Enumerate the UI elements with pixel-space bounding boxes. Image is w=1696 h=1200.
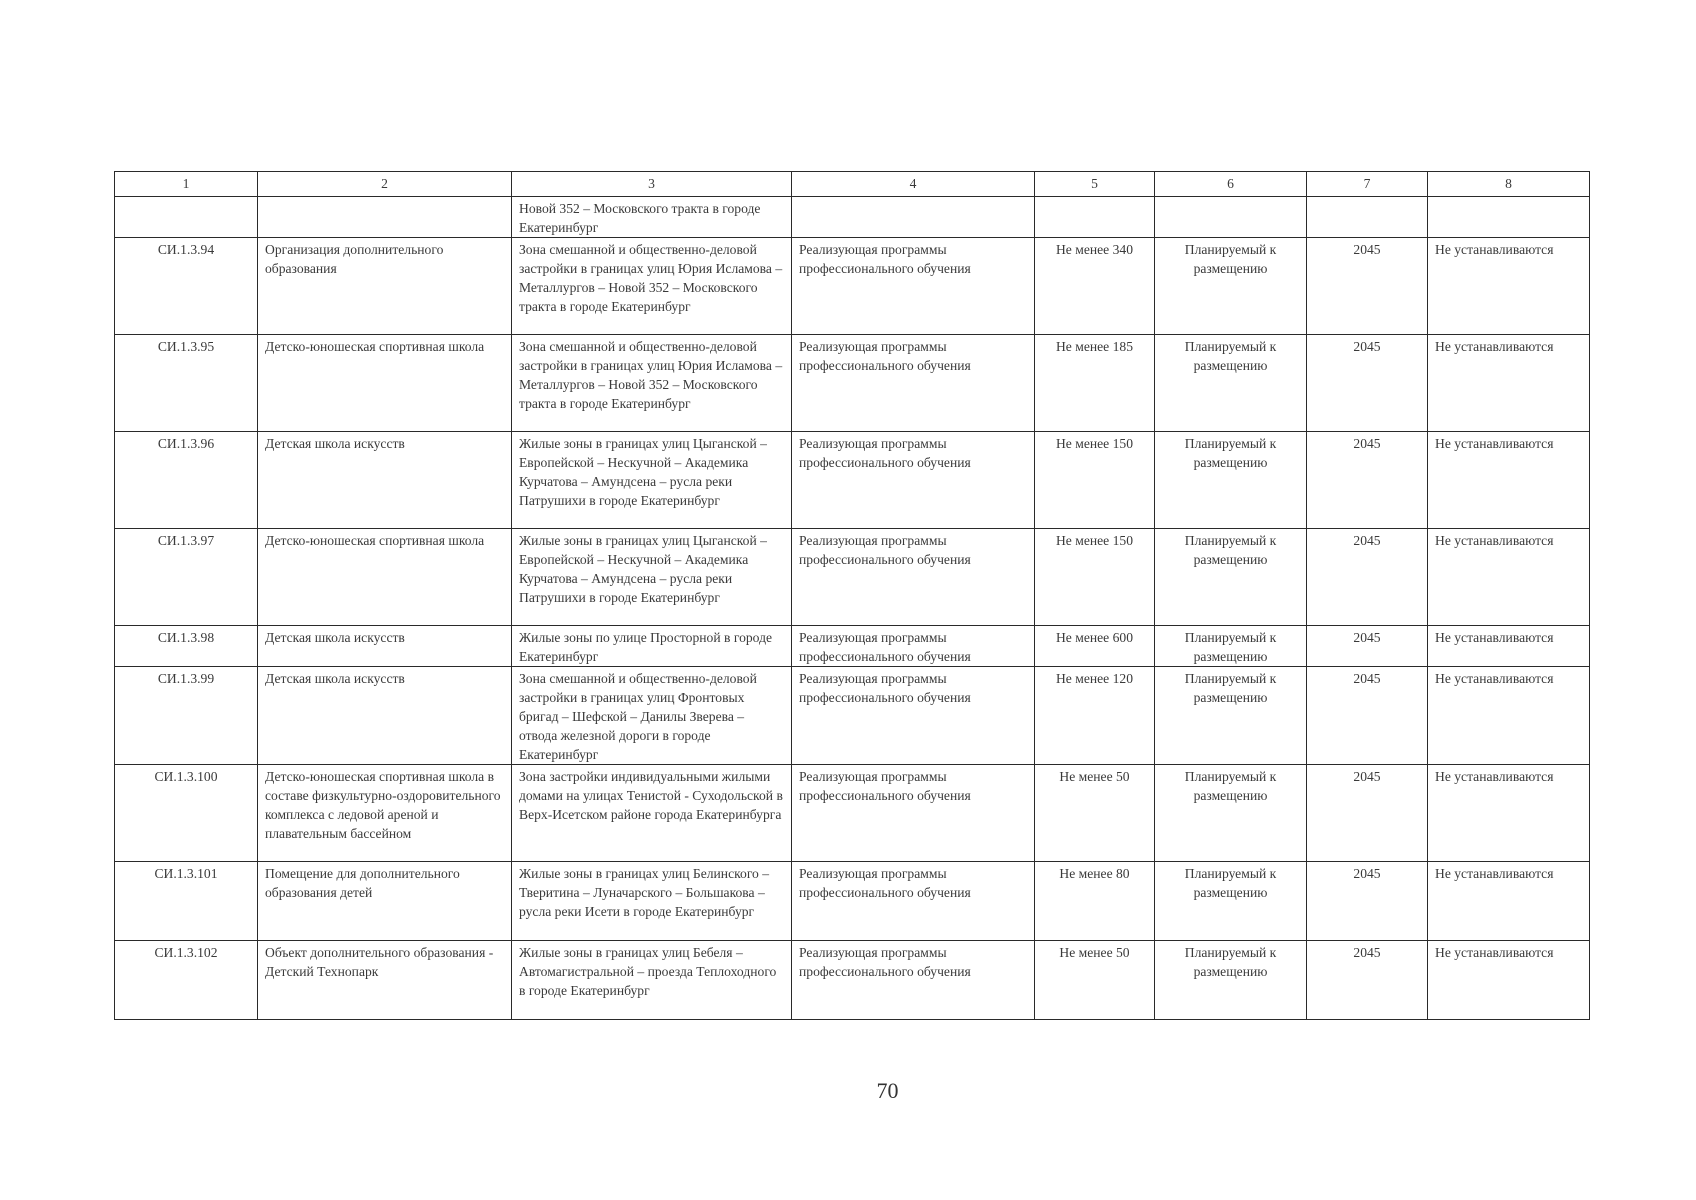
cell-type: Реализующая программы профессионального обучения <box>792 335 1035 432</box>
cell-capacity: Не менее 50 <box>1035 765 1155 862</box>
cell-restriction-zones: Не устанавливаются <box>1428 667 1590 765</box>
cell-capacity: Не менее 150 <box>1035 432 1155 529</box>
cell-year: 2045 <box>1307 529 1428 626</box>
cell-id: СИ.1.3.97 <box>115 529 258 626</box>
cell-restriction-zones: Не устанавливаются <box>1428 432 1590 529</box>
cell-status: Планируемый к размещению <box>1155 529 1307 626</box>
cell-name: Детско-юношеская спортивная школа <box>258 335 512 432</box>
cell-year: 2045 <box>1307 667 1428 765</box>
cell-capacity: Не менее 150 <box>1035 529 1155 626</box>
cell-restriction-zones: Не устанавливаются <box>1428 238 1590 335</box>
column-header: 8 <box>1428 172 1590 197</box>
cell-capacity: Не менее 600 <box>1035 626 1155 667</box>
cell-status: Планируемый к размещению <box>1155 335 1307 432</box>
cell-empty <box>1155 197 1307 238</box>
cell-capacity: Не менее 120 <box>1035 667 1155 765</box>
cell-id: СИ.1.3.95 <box>115 335 258 432</box>
table-row <box>115 765 1590 862</box>
cell-name: Организация дополнительного образования <box>258 238 512 335</box>
cell-status: Планируемый к размещению <box>1155 238 1307 335</box>
cell-capacity: Не менее 185 <box>1035 335 1155 432</box>
cell-type: Реализующая программы профессионального обучения <box>792 626 1035 667</box>
cell-status: Планируемый к размещению <box>1155 667 1307 765</box>
cell-restriction-zones: Не устанавливаются <box>1428 529 1590 626</box>
cell-type: Реализующая программы профессионального обучения <box>792 238 1035 335</box>
cell-empty <box>792 197 1035 238</box>
cell-empty <box>1428 197 1590 238</box>
objects-table <box>114 171 1590 1020</box>
column-header: 2 <box>258 172 512 197</box>
cell-restriction-zones: Не устанавливаются <box>1428 941 1590 1020</box>
cell-status: Планируемый к размещению <box>1155 765 1307 862</box>
cell-zone: Жилые зоны в границах улиц Цыганской – Европейской – Нескучной – Академика Курчатова – Амундсена – русла реки Патрушихи в городе Екатеринбург <box>512 432 792 529</box>
cell-empty <box>115 197 258 238</box>
cell-zone: Жилые зоны по улице Просторной в городе Екатеринбург <box>512 626 792 667</box>
cell-name: Детская школа искусств <box>258 626 512 667</box>
cell-capacity: Не менее 50 <box>1035 941 1155 1020</box>
cell-restriction-zones: Не устанавливаются <box>1428 626 1590 667</box>
cell-id: СИ.1.3.102 <box>115 941 258 1020</box>
cell-empty <box>1307 197 1428 238</box>
cell-year: 2045 <box>1307 626 1428 667</box>
table-row <box>115 667 1590 765</box>
cell-status: Планируемый к размещению <box>1155 862 1307 941</box>
cell-year: 2045 <box>1307 335 1428 432</box>
cell-name: Объект дополнительного образования - Детский Технопарк <box>258 941 512 1020</box>
cell-name: Помещение для дополнительного образования детей <box>258 862 512 941</box>
cell-zone: Зона застройки индивидуальными жилыми домами на улицах Тенистой - Суходольской в Верх-Исетском районе города Екатеринбурга <box>512 765 792 862</box>
cell-type: Реализующая программы профессионального обучения <box>792 765 1035 862</box>
continuation-row <box>115 197 1590 238</box>
cell-zone: Зона смешанной и общественно-деловой застройки в границах улиц Фронтовых бригад – Шефской – Данилы Зверева – отвода железной дороги в городе Екатеринбург <box>512 667 792 765</box>
cell-restriction-zones: Не устанавливаются <box>1428 765 1590 862</box>
cell-zone: Новой 352 – Московского тракта в городе Екатеринбург <box>512 197 792 238</box>
table-row <box>115 941 1590 1020</box>
cell-name: Детско-юношеская спортивная школа <box>258 529 512 626</box>
cell-name: Детская школа искусств <box>258 667 512 765</box>
cell-zone: Жилые зоны в границах улиц Цыганской – Европейской – Нескучной – Академика Курчатова – Амундсена – русла реки Патрушихи в городе Екатеринбург <box>512 529 792 626</box>
column-header: 4 <box>792 172 1035 197</box>
cell-year: 2045 <box>1307 765 1428 862</box>
table-header-row <box>115 172 1590 197</box>
cell-year: 2045 <box>1307 432 1428 529</box>
cell-empty <box>1035 197 1155 238</box>
cell-restriction-zones: Не устанавливаются <box>1428 335 1590 432</box>
column-header: 1 <box>115 172 258 197</box>
cell-zone: Зона смешанной и общественно-деловой застройки в границах улиц Юрия Исламова – Металлургов – Новой 352 – Московского тракта в городе Екатеринбург <box>512 335 792 432</box>
cell-year: 2045 <box>1307 238 1428 335</box>
cell-type: Реализующая программы профессионального обучения <box>792 432 1035 529</box>
cell-empty <box>258 197 512 238</box>
column-header: 6 <box>1155 172 1307 197</box>
table-row <box>115 335 1590 432</box>
cell-type: Реализующая программы профессионального обучения <box>792 667 1035 765</box>
table-row <box>115 238 1590 335</box>
cell-id: СИ.1.3.98 <box>115 626 258 667</box>
cell-type: Реализующая программы профессионального обучения <box>792 862 1035 941</box>
cell-id: СИ.1.3.101 <box>115 862 258 941</box>
cell-zone: Зона смешанной и общественно-деловой застройки в границах улиц Юрия Исламова – Металлургов – Новой 352 – Московского тракта в городе Екатеринбург <box>512 238 792 335</box>
cell-type: Реализующая программы профессионального обучения <box>792 941 1035 1020</box>
table-row <box>115 529 1590 626</box>
cell-status: Планируемый к размещению <box>1155 432 1307 529</box>
cell-id: СИ.1.3.94 <box>115 238 258 335</box>
cell-status: Планируемый к размещению <box>1155 941 1307 1020</box>
cell-name: Детско-юношеская спортивная школа в составе физкультурно-оздоровительного комплекса с ледовой ареной и плавательным бассейном <box>258 765 512 862</box>
table-row <box>115 626 1590 667</box>
table-row <box>115 432 1590 529</box>
cell-type: Реализующая программы профессионального обучения <box>792 529 1035 626</box>
cell-id: СИ.1.3.99 <box>115 667 258 765</box>
cell-year: 2045 <box>1307 862 1428 941</box>
cell-id: СИ.1.3.100 <box>115 765 258 862</box>
column-header: 7 <box>1307 172 1428 197</box>
cell-capacity: Не менее 340 <box>1035 238 1155 335</box>
table-row <box>115 862 1590 941</box>
cell-zone: Жилые зоны в границах улиц Белинского – Тверитина – Луначарского – Большакова – русла реки Исети в городе Екатеринбург <box>512 862 792 941</box>
column-header: 5 <box>1035 172 1155 197</box>
cell-restriction-zones: Не устанавливаются <box>1428 862 1590 941</box>
page-number: 70 <box>876 1078 899 1103</box>
cell-capacity: Не менее 80 <box>1035 862 1155 941</box>
cell-status: Планируемый к размещению <box>1155 626 1307 667</box>
cell-id: СИ.1.3.96 <box>115 432 258 529</box>
cell-year: 2045 <box>1307 941 1428 1020</box>
cell-zone: Жилые зоны в границах улиц Бебеля – Автомагистральной – проезда Теплоходного в городе Екатеринбург <box>512 941 792 1020</box>
column-header: 3 <box>512 172 792 197</box>
cell-name: Детская школа искусств <box>258 432 512 529</box>
